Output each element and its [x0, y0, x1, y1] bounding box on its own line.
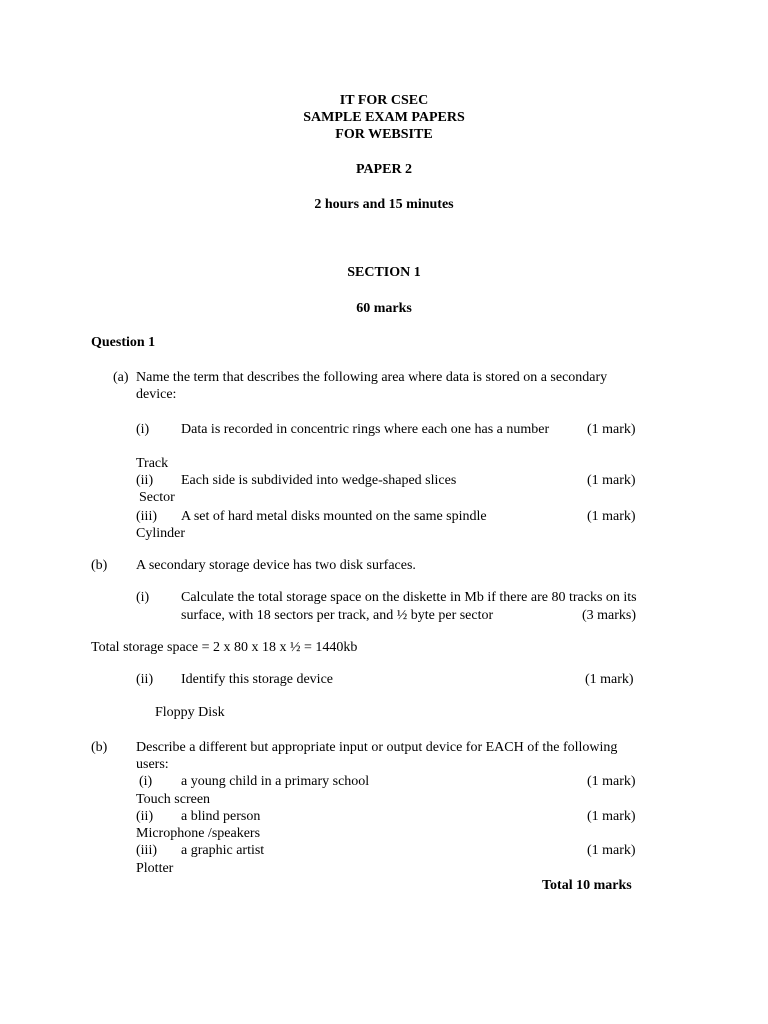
part-b-ii-num: (ii) — [136, 672, 154, 687]
part-b-i-answer: Total storage space = 2 x 80 x 18 x ½ = 1440kb — [91, 640, 358, 655]
part-c-iii-num: (iii) — [136, 843, 157, 858]
part-c-text-line2: users: — [136, 757, 169, 772]
part-a-i-num: (i) — [136, 422, 150, 437]
total-marks: Total 10 marks — [542, 878, 632, 893]
part-c-ii-marks: (1 mark) — [587, 809, 636, 824]
part-a-text-line2: device: — [136, 387, 177, 402]
part-c-label: (b) — [91, 740, 108, 755]
part-a-iii-text: A set of hard metal disks mounted on the same spindle — [181, 509, 487, 524]
part-b-text: A secondary storage device has two disk surfaces. — [136, 558, 416, 573]
header-line1: IT FOR CSEC — [339, 93, 429, 108]
duration: 2 hours and 15 minutes — [314, 197, 454, 212]
header-line2: SAMPLE EXAM PAPERS — [303, 110, 465, 125]
part-b-i-num: (i) — [136, 590, 150, 605]
part-c-iii-marks: (1 mark) — [587, 843, 636, 858]
part-a-iii-num: (iii) — [136, 509, 157, 524]
section-marks: 60 marks — [356, 301, 412, 316]
part-a-ii-text: Each side is subdivided into wedge-shaped slices — [181, 473, 457, 488]
part-b-ii-marks: (1 mark) — [585, 672, 634, 687]
part-b-i-marks: (3 marks) — [582, 608, 637, 623]
part-c-ii-text: a blind person — [181, 809, 261, 824]
part-a-i-answer: Track — [136, 456, 169, 471]
header-line3: FOR WEBSITE — [335, 127, 433, 142]
part-b-ii-answer: Floppy Disk — [155, 705, 225, 720]
part-c-i-text: a young child in a primary school — [181, 774, 370, 789]
part-b-ii-text: Identify this storage device — [181, 672, 334, 687]
part-c-iii-answer: Plotter — [136, 861, 174, 876]
part-c-text-line1: Describe a different but appropriate input or output device for EACH of the following — [136, 740, 618, 755]
part-c-iii-text: a graphic artist — [181, 843, 265, 858]
part-c-i-marks: (1 mark) — [587, 774, 636, 789]
part-b-label: (b) — [91, 558, 108, 573]
part-b-i-text-line1: Calculate the total storage space on the diskette in Mb if there are 80 tracks on its — [181, 590, 637, 605]
part-a-ii-num: (ii) — [136, 473, 154, 488]
part-c-i-num: (i) — [139, 774, 153, 789]
part-a-label: (a) — [113, 370, 129, 385]
paper-title: PAPER 2 — [355, 162, 413, 177]
question-title: Question 1 — [91, 335, 156, 350]
part-a-i-text: Data is recorded in concentric rings where each one has a number — [181, 422, 550, 437]
part-c-ii-num: (ii) — [136, 809, 154, 824]
part-b-i-text-line2: surface, with 18 sectors per track, and ½ byte per sector — [181, 608, 494, 623]
part-a-ii-marks: (1 mark) — [587, 473, 636, 488]
part-a-iii-answer: Cylinder — [136, 526, 185, 541]
part-c-i-answer: Touch screen — [136, 792, 211, 807]
part-a-ii-answer: Sector — [139, 490, 175, 505]
part-c-ii-answer: Microphone /speakers — [136, 826, 261, 841]
part-a-text-line1: Name the term that describes the following area where data is stored on a secondary — [136, 370, 608, 385]
section-title: SECTION 1 — [347, 265, 421, 280]
part-a-iii-marks: (1 mark) — [587, 509, 636, 524]
part-a-i-marks: (1 mark) — [587, 422, 636, 437]
